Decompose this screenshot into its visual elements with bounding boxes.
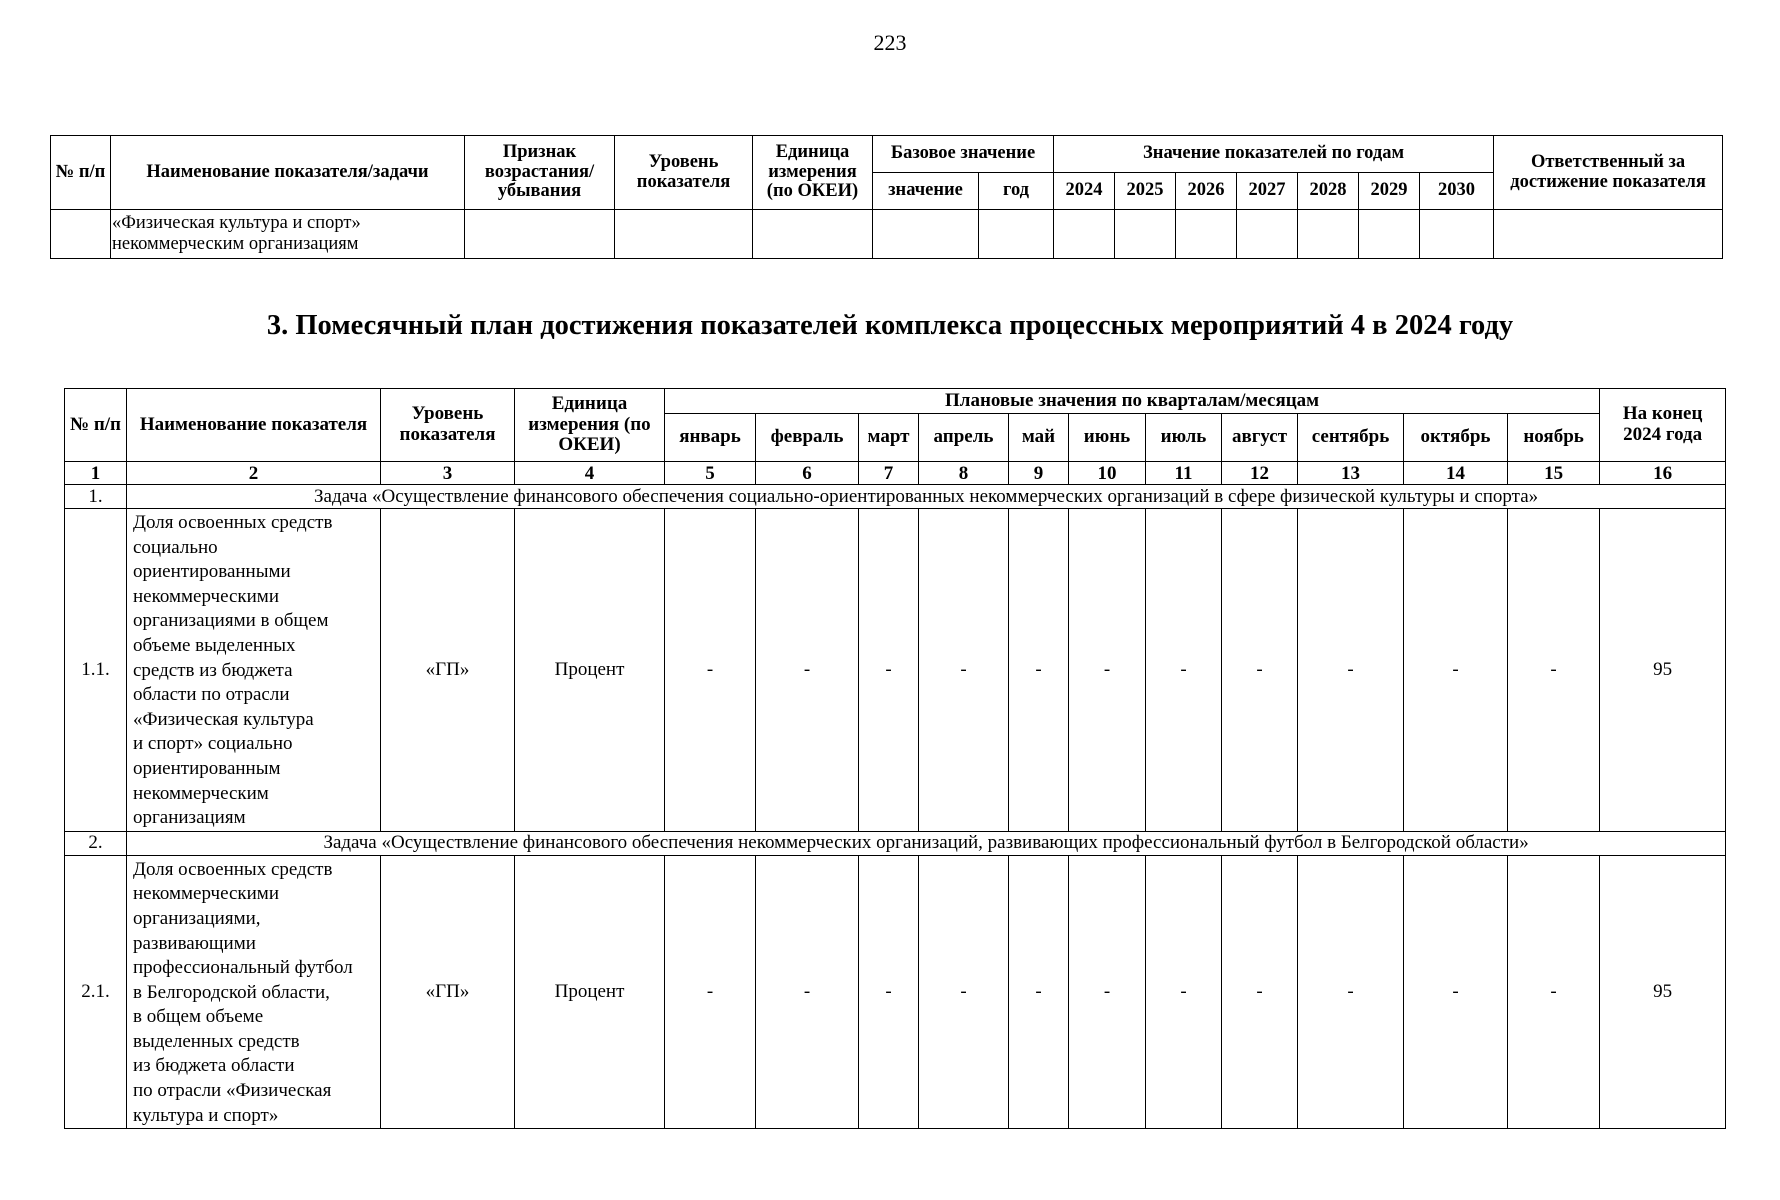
month-value: - <box>1146 509 1222 832</box>
cell-empty <box>465 210 615 259</box>
header-end-of-year: На конец 2024 года <box>1600 389 1726 462</box>
indicator-name-line: организациями в общем <box>133 610 329 632</box>
task-number: 2. <box>65 831 127 855</box>
month-value: - <box>1069 509 1146 832</box>
column-number: 13 <box>1298 462 1404 485</box>
indicator-name-line: и спорт» социально <box>133 733 293 755</box>
task-row <box>65 485 1726 509</box>
indicator-level: «ГП» <box>381 855 515 1129</box>
month-value: - <box>859 855 919 1129</box>
indicator-name-line: некоммерческим <box>133 782 269 804</box>
month-value: - <box>756 855 859 1129</box>
task-title: Задача «Осуществление финансового обеспечения социально-ориентированных некоммерческих организаций в сфере физической культуры и спорта» <box>127 485 1726 509</box>
header-month: август <box>1222 414 1298 462</box>
column-number: 12 <box>1222 462 1298 485</box>
column-number: 11 <box>1146 462 1222 485</box>
indicator-number: 2.1. <box>65 855 127 1129</box>
continuation-line: некоммерческим организациям <box>112 234 359 254</box>
end-of-year-value: 95 <box>1600 855 1726 1129</box>
header-month: апрель <box>919 414 1009 462</box>
continuation-text <box>111 210 465 259</box>
page-number: 223 <box>873 30 907 55</box>
indicator-name-line: «Физическая культура <box>133 708 314 730</box>
month-value: - <box>919 855 1009 1129</box>
month-value: - <box>1508 855 1600 1129</box>
column-number: 16 <box>1600 462 1726 485</box>
indicator-name-line: области по отрасли <box>133 684 290 706</box>
month-value: - <box>756 509 859 832</box>
column-number: 2 <box>127 462 381 485</box>
indicator-name-line: средств из бюджета <box>133 659 293 681</box>
header-month: январь <box>665 414 756 462</box>
column-number: 3 <box>381 462 515 485</box>
task-title: Задача «Осуществление финансового обеспечения некоммерческих организаций, развивающих профессиональный футбол в Белгородской области» <box>127 831 1726 855</box>
header-month: июнь <box>1069 414 1146 462</box>
header-year: 2029 <box>1359 173 1420 210</box>
header-year: 2024 <box>1054 173 1115 210</box>
indicator-name-line: Доля освоенных средств <box>133 858 333 880</box>
cell-empty <box>1420 210 1494 259</box>
header-unit: Единица измерения (по ОКЕИ) <box>515 389 665 462</box>
header-name: Наименование показателя/задачи <box>111 136 465 210</box>
indicator-name-line: некоммерческими <box>133 585 279 607</box>
column-number: 1 <box>65 462 127 485</box>
indicator-name-line: организациям <box>133 807 246 829</box>
column-number: 14 <box>1404 462 1508 485</box>
month-value: - <box>1009 509 1069 832</box>
cell-empty <box>1298 210 1359 259</box>
indicator-name-line: в Белгородской области, <box>133 981 330 1003</box>
cell-empty <box>1115 210 1176 259</box>
section-title: 3. Помесячный план достижения показателей комплекса процессных мероприятий 4 в 2024 году <box>266 310 1514 341</box>
header-base-year: год <box>979 173 1054 210</box>
month-value: - <box>665 509 756 832</box>
column-number: 9 <box>1009 462 1069 485</box>
header-num: № п/п <box>51 136 111 210</box>
indicator-name-line: социально <box>133 536 218 558</box>
indicator-name-line: профессиональный футбол <box>133 957 353 979</box>
monthly-plan-table <box>64 388 1726 1129</box>
month-value: - <box>1404 855 1508 1129</box>
month-value: - <box>1222 855 1298 1129</box>
header-year: 2027 <box>1237 173 1298 210</box>
header-years-group: Значение показателей по годам <box>1054 136 1494 173</box>
month-value: - <box>665 855 756 1129</box>
month-value: - <box>859 509 919 832</box>
table-row <box>51 210 1723 259</box>
indicator-number: 1.1. <box>65 509 127 832</box>
month-value: - <box>1069 855 1146 1129</box>
cell-empty <box>1176 210 1237 259</box>
task-number: 1. <box>65 485 127 509</box>
indicator-name <box>127 855 381 1129</box>
column-number: 7 <box>859 462 919 485</box>
header-num: № п/п <box>65 389 127 462</box>
month-value: - <box>1404 509 1508 832</box>
header-level: Уровень показателя <box>381 389 515 462</box>
header-year: 2025 <box>1115 173 1176 210</box>
indicator-name-line: по отрасли «Физическая <box>133 1080 332 1102</box>
cell-empty <box>753 210 873 259</box>
header-month: ноябрь <box>1508 414 1600 462</box>
month-value: - <box>1009 855 1069 1129</box>
column-number-row <box>65 462 1726 485</box>
header-month: март <box>859 414 919 462</box>
indicator-name-line: некоммерческими <box>133 883 279 905</box>
column-number: 10 <box>1069 462 1146 485</box>
indicator-unit: Процент <box>515 855 665 1129</box>
cell-empty <box>1054 210 1115 259</box>
header-unit: Единица измерения (по ОКЕИ) <box>753 136 873 210</box>
end-of-year-value: 95 <box>1600 509 1726 832</box>
cell-empty <box>615 210 753 259</box>
header-month: май <box>1009 414 1069 462</box>
month-value: - <box>1146 855 1222 1129</box>
header-level: Уровень показателя <box>615 136 753 210</box>
column-number: 4 <box>515 462 665 485</box>
header-base-value: значение <box>873 173 979 210</box>
indicator-level: «ГП» <box>381 509 515 832</box>
column-number: 8 <box>919 462 1009 485</box>
indicator-row <box>65 855 1726 1129</box>
cell-empty <box>1359 210 1420 259</box>
column-number: 15 <box>1508 462 1600 485</box>
indicator-name-line: из бюджета области <box>133 1055 295 1077</box>
indicator-name <box>127 509 381 832</box>
header-responsible: Ответственный за достижение показателя <box>1494 136 1723 210</box>
header-year: 2028 <box>1298 173 1359 210</box>
header-year: 2026 <box>1176 173 1237 210</box>
indicator-name-line: объеме выделенных <box>133 634 296 656</box>
column-number: 5 <box>665 462 756 485</box>
header-month: сентябрь <box>1298 414 1404 462</box>
continuation-line: «Физическая культура и спорт» <box>112 212 361 233</box>
header-plan-group: Плановые значения по кварталам/месяцам <box>665 389 1600 414</box>
month-value: - <box>1298 509 1404 832</box>
header-name: Наименование показателя <box>127 389 381 462</box>
cell-empty <box>1237 210 1298 259</box>
header-month: октябрь <box>1404 414 1508 462</box>
indicator-name-line: развивающими <box>133 932 256 954</box>
indicators-by-year-table <box>50 135 1723 259</box>
month-value: - <box>1222 509 1298 832</box>
indicator-name-line: ориентированным <box>133 757 281 779</box>
month-value: - <box>1298 855 1404 1129</box>
indicator-name-line: в общем объеме <box>133 1006 264 1028</box>
header-year: 2030 <box>1420 173 1494 210</box>
cell-empty <box>979 210 1054 259</box>
indicator-name-line: Доля освоенных средств <box>133 512 333 533</box>
cell-empty <box>51 210 111 259</box>
month-value: - <box>919 509 1009 832</box>
indicator-name-line: ориентированными <box>133 561 291 583</box>
month-value: - <box>1508 509 1600 832</box>
indicator-row <box>65 509 1726 832</box>
column-number: 6 <box>756 462 859 485</box>
cell-empty <box>1494 210 1723 259</box>
indicator-name-line: культура и спорт» <box>133 1104 279 1126</box>
cell-empty <box>873 210 979 259</box>
header-month: февраль <box>756 414 859 462</box>
task-row <box>65 831 1726 855</box>
header-trend: Признак возрастания/ убывания <box>465 136 615 210</box>
indicator-unit: Процент <box>515 509 665 832</box>
indicator-name-line: организациями, <box>133 907 261 929</box>
header-base: Базовое значение <box>873 136 1054 173</box>
header-month: июль <box>1146 414 1222 462</box>
indicator-name-line: выделенных средств <box>133 1030 300 1052</box>
